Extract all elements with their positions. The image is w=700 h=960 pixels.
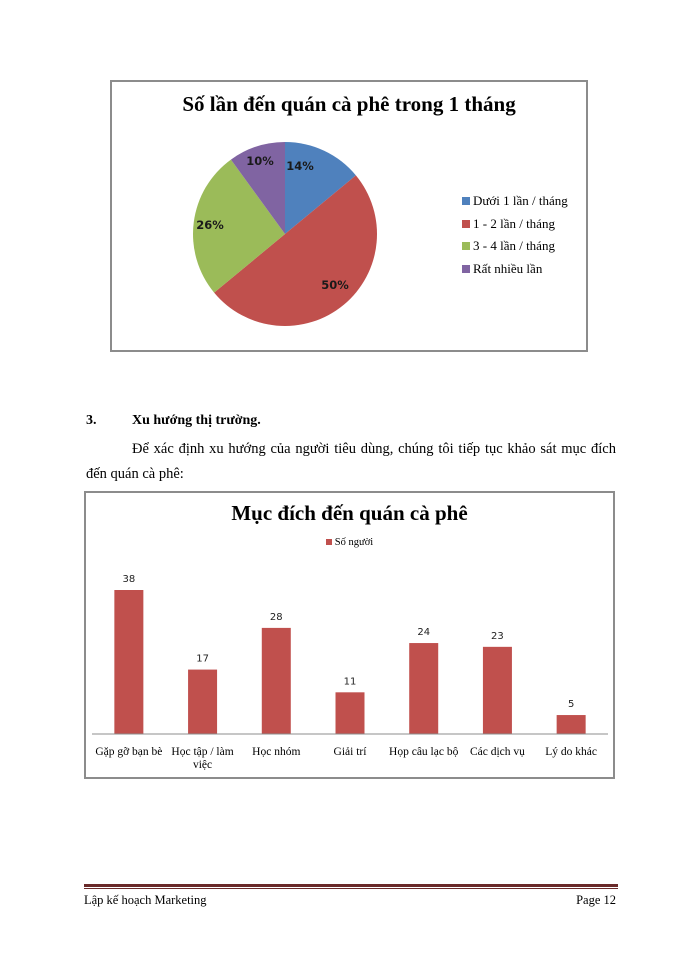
bars <box>114 574 585 734</box>
page-number: Page 12 <box>576 893 616 907</box>
x-axis-label: Học nhóm <box>252 746 301 758</box>
legend-swatch <box>462 197 470 205</box>
bar-value-label: 24 <box>417 627 431 639</box>
bar-chart <box>84 491 615 779</box>
pie-label-3: 10% <box>246 154 274 168</box>
legend-item-1-2 <box>462 213 568 236</box>
legend-item-under-1 <box>462 190 568 213</box>
legend-item-many <box>462 258 568 281</box>
bar <box>188 670 217 734</box>
legend-label: 3 - 4 lần / tháng <box>473 238 555 253</box>
legend-swatch <box>462 220 470 228</box>
bar-value-label: 5 <box>567 699 575 711</box>
legend-label: Rất nhiều lần <box>473 260 543 276</box>
bar <box>483 647 512 734</box>
body-paragraph: Để xác định xu hướng của người tiêu dùng, chúng tôi tiếp tục khảo sát mục đích đến quán cà phê: <box>86 441 616 482</box>
bar-value-label: 38 <box>122 574 136 585</box>
bar <box>114 590 143 734</box>
x-axis-label: Giải trí <box>333 746 367 758</box>
legend-label: Số người <box>334 537 374 548</box>
footer-title: Lập kế hoạch Marketing <box>84 893 207 907</box>
bar <box>336 692 365 734</box>
footer-rule <box>84 884 618 887</box>
section-title: Xu hướng thị trường. <box>132 413 261 428</box>
legend-item-3-4 <box>462 235 568 258</box>
bar-value-label: 28 <box>269 611 283 623</box>
pie-legend <box>462 190 568 280</box>
bar-value-label: 17 <box>196 653 209 665</box>
section-number: 3. <box>86 413 97 428</box>
pie-label-0: 14% <box>286 159 314 173</box>
legend-label: 1 - 2 lần / tháng <box>473 215 555 231</box>
x-axis-label: Các dịch vụ <box>469 746 525 758</box>
pie-chart-title: Số lần đến quán cà phê trong 1 tháng <box>182 92 516 116</box>
bar-value-label: 23 <box>491 630 504 642</box>
x-axis-label: Họp câu lạc bộ <box>389 746 459 758</box>
pie-label-1: 50% <box>321 278 349 292</box>
pie-slices <box>193 142 377 326</box>
bar-chart-plot <box>86 493 613 777</box>
legend-label: Dưới 1 lần / tháng <box>473 193 568 208</box>
bar <box>409 643 438 734</box>
pie-chart <box>110 80 588 352</box>
x-axis-label: Gặp gỡ bạn bè <box>95 746 163 758</box>
legend-swatch <box>462 242 470 250</box>
x-axis-label: Học tập / làm việc <box>171 746 234 771</box>
section-heading <box>86 413 261 429</box>
bar <box>557 715 586 734</box>
x-axis-label: Lý do khác <box>545 746 597 758</box>
bar-chart-title: Mục đích đến quán cà phê <box>231 501 468 525</box>
bar <box>262 628 291 734</box>
legend-swatch <box>462 265 470 273</box>
bar-value-label: 11 <box>343 676 357 688</box>
footer-rule-thin <box>84 888 618 889</box>
pie-label-2: 26% <box>196 218 224 232</box>
